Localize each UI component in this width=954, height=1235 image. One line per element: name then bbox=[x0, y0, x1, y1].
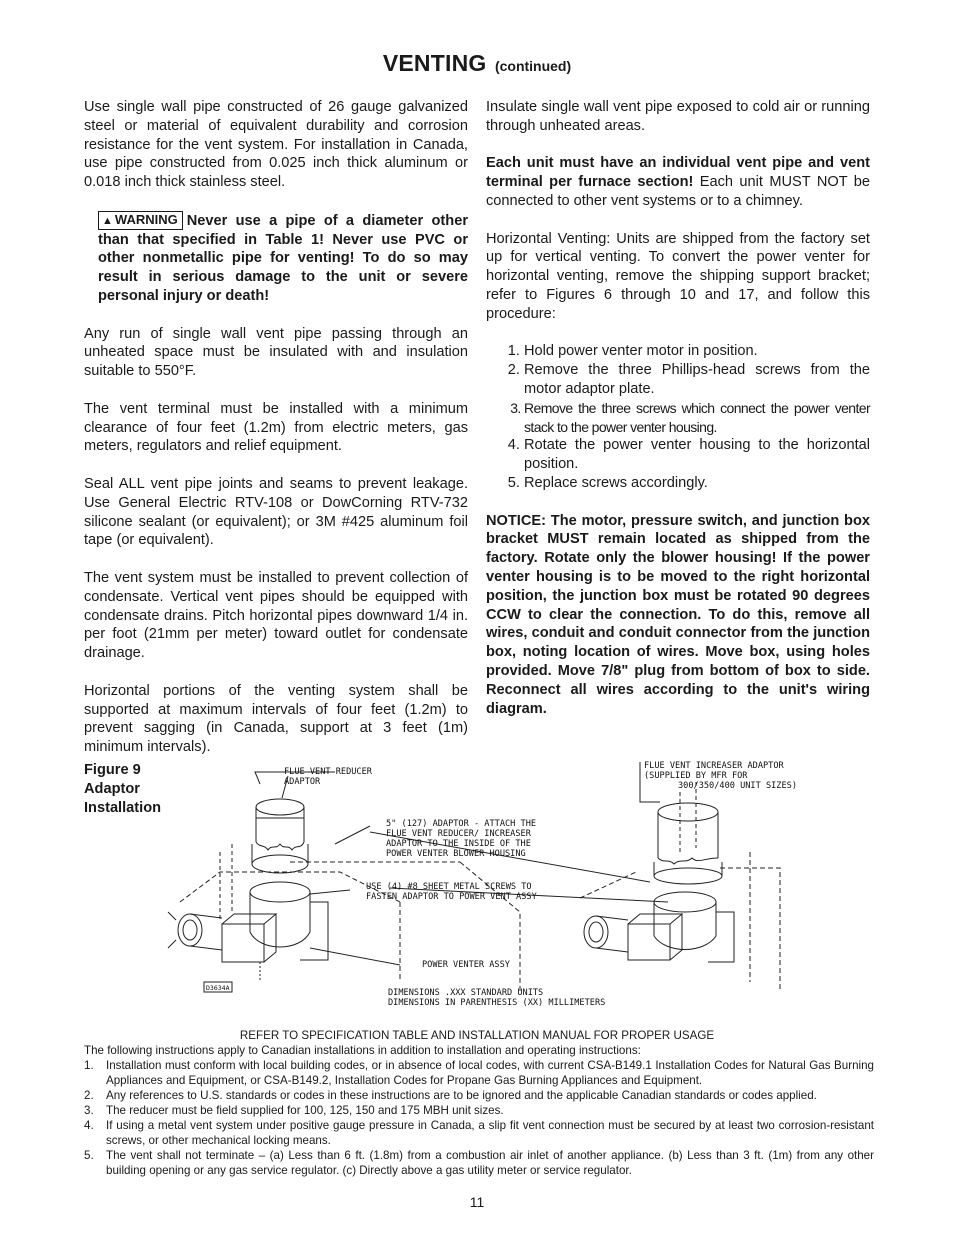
callout-screws-line2: FASTEN ADAPTOR TO POWER VENT ASSY bbox=[366, 892, 537, 902]
individual-vent-bold: Each unit must have an individual vent pipe and vent terminal per furnace section! bbox=[486, 155, 870, 191]
list-item bbox=[84, 1058, 874, 1088]
callout-reducer-line2: ADAPTOR bbox=[284, 777, 321, 787]
callout-adaptor-line1: 5" (127) ADAPTOR - ATTACH THE bbox=[386, 819, 537, 829]
figure-caption bbox=[84, 761, 161, 818]
procedure-step: 4. Rotate the power venter housing to the horizontal position. bbox=[524, 436, 870, 474]
list-item-number: 1. bbox=[84, 1059, 94, 1072]
paragraph-insulation: Any run of single wall vent pipe passing through an unheated space must be insulated with and insulation suitable to 550°F. bbox=[84, 325, 468, 380]
paragraph-condensate: The vent system must be installed to prevent collection of condensate. Vertical vent pipes should be equipped with condensate drains. Pitch horizontal pipes downward 1/4 in. per foot (21mm per meter) toward outlet for condensate drainage. bbox=[84, 569, 468, 662]
figure-caption-line: Installation bbox=[84, 800, 162, 816]
warning-badge-label: WARNING bbox=[114, 211, 178, 227]
figure-caption-line: Adaptor bbox=[84, 781, 140, 797]
adaptor-installation-figure bbox=[160, 752, 880, 1017]
adaptor-diagram bbox=[160, 752, 880, 1017]
warning-triangle-icon: ▲ bbox=[102, 214, 113, 227]
canadian-intro: The following instructions apply to Canadian installations in addition to installation and operating instructions: bbox=[84, 1044, 641, 1057]
dimensions-note-line1: DIMENSIONS .XXX STANDARD UNITS bbox=[388, 988, 544, 998]
list-item bbox=[84, 1118, 874, 1148]
procedure-steps bbox=[486, 342, 870, 492]
individual-vent-rest: Each unit MUST NOT be connected to other vent systems or to a chimney. bbox=[486, 174, 870, 209]
page-number: 11 bbox=[469, 1194, 485, 1210]
callout-power-venter-assy: POWER VENTER ASSY bbox=[422, 960, 510, 970]
list-item bbox=[84, 1103, 874, 1118]
refer-note: REFER TO SPECIFICATION TABLE AND INSTALLATION MANUAL FOR PROPER USAGE bbox=[239, 1029, 715, 1042]
paragraph-seal: Seal ALL vent pipe joints and seams to prevent leakage. Use General Electric RTV-108 or DowCorning RTV-732 silicone sealant (or equivalent); or 3M #425 aluminum foil tape (or equivalent). bbox=[84, 475, 468, 549]
list-item-text: If using a metal vent system under positive gauge pressure in Canada, a slip fit vent connection must be secured by at least two corrosion-resistant screws, or other mechanical locking means. bbox=[106, 1119, 874, 1147]
callout-adaptor-line2: FLUE VENT REDUCER/ INCREASER bbox=[386, 829, 531, 839]
callout-increaser-line1: FLUE VENT INCREASER ADAPTOR bbox=[644, 761, 784, 771]
list-item-text: Any references to U.S. standards or codes in these instructions are to be ignored and the applicable Canadian standards or codes applied. bbox=[106, 1089, 817, 1102]
warning-block bbox=[98, 211, 468, 306]
list-item-number: 2. bbox=[84, 1089, 94, 1102]
left-column bbox=[84, 98, 468, 776]
warning-text: Never use a pipe of a diameter other than that specified in Table 1! Never use PVC or other nonmetallic pipe for venting! To do so may result in serious damage to the unit or severe personal injury or death! bbox=[98, 212, 468, 304]
paragraph-support: Horizontal portions of the venting system shall be supported at maximum intervals of four feet (1.2m) to prevent sagging (in Canada, support at 3 feet (1m) minimum intervals). bbox=[84, 682, 468, 756]
callout-increaser-line3: 300/350/400 UNIT SIZES) bbox=[678, 781, 797, 791]
drawing-id: D3634A bbox=[206, 984, 230, 992]
list-item-number: 4. bbox=[84, 1119, 94, 1132]
list-item-number: 5. bbox=[84, 1149, 94, 1162]
right-column bbox=[486, 98, 870, 737]
page-title bbox=[0, 50, 954, 77]
procedure-step: 3. Remove the three screws which connect the power venter stack to the power venter housing. bbox=[524, 399, 870, 437]
paragraph-horizontal-venting: Horizontal Venting: Units are shipped from the factory set up for vertical venting. To convert the power venter for horizontal venting, remove the shipping support bracket; refer to Figures 6 through 10 and 17, and follow this procedure: bbox=[486, 230, 870, 322]
list-item-text: The reducer must be field supplied for 100, 125, 150 and 175 MBH unit sizes. bbox=[106, 1104, 504, 1117]
procedure-step: 1. Hold power venter motor in position. bbox=[524, 342, 870, 361]
callout-adaptor-line3: ADAPTOR TO THE INSIDE OF THE bbox=[386, 839, 531, 849]
callout-screws-line1: USE (4) #8 SHEET METAL SCREWS TO bbox=[366, 882, 532, 892]
callout-adaptor-line4: POWER VENTER BLOWER HOUSING bbox=[386, 849, 526, 859]
callout-reducer-line1: FLUE VENT REDUCER bbox=[284, 767, 372, 777]
list-item bbox=[84, 1088, 874, 1103]
figure-number: Figure 9 bbox=[84, 762, 141, 778]
notice-paragraph: NOTICE: The motor, pressure switch, and junction box bracket MUST remain located as shipped from the factory. Rotate only the blower housing! If the power venter housing is to be moved to the right horizontal position, the junction box must be rotated 90 degrees CCW to clear the connection. To do this, remove all wires, conduit and conduit connector from the junction box, noting location of wires. Move box, using holes provided. Move 7/8" plug from bottom of box to side. Reconnect all wires according to the unit's wiring diagram. bbox=[486, 512, 870, 717]
dimensions-note-line2: DIMENSIONS IN PARENTHESIS (XX) MILLIMETERS bbox=[388, 998, 606, 1008]
list-item bbox=[84, 1148, 874, 1178]
paragraph-pipe-material: Use single wall pipe constructed of 26 gauge galvanized steel or material of equivalent durability and corrosion resistance for the vent system. For installation in Canada, use pipe constructed from 0.025 inch thick aluminum or 0.018 inch thick stainless steel. bbox=[84, 99, 468, 191]
paragraph-individual-vent bbox=[486, 154, 870, 210]
section-title: VENTING bbox=[382, 50, 487, 76]
section-subtitle: (continued) bbox=[494, 58, 572, 74]
procedure-step: 2. Remove the three Phillips-head screws from the motor adaptor plate. bbox=[524, 361, 870, 399]
callout-increaser-line2: (SUPPLIED BY MFR FOR bbox=[644, 771, 748, 781]
list-item-text: Installation must conform with local building codes, or in absence of local codes, with current CSA-B149.1 Installation Codes for Natural Gas Burning Appliances and Equipment, or CSA-B149.2, Installation Codes for Propane Gas Burning Appliances and Equipment. bbox=[106, 1059, 874, 1087]
paragraph-clearance: The vent terminal must be installed with a minimum clearance of four feet (1.2m) from electric meters, gas meters, regulators and relief equipment. bbox=[84, 400, 468, 455]
warning-badge bbox=[98, 211, 183, 230]
list-item-number: 3. bbox=[84, 1104, 94, 1117]
list-item-text: The vent shall not terminate – (a) Less than 6 ft. (1.8m) from a combustion air inlet of another appliance. (b) Less than 3 ft. (1m) from any other building opening or any gas service regulator. (c) Directly above a gas utility meter or service regulator. bbox=[106, 1149, 874, 1177]
procedure-step: 5. Replace screws accordingly. bbox=[524, 474, 870, 493]
paragraph-insulate: Insulate single wall vent pipe exposed to cold air or running through unheated areas. bbox=[486, 99, 870, 134]
canadian-instructions bbox=[84, 1043, 874, 1178]
